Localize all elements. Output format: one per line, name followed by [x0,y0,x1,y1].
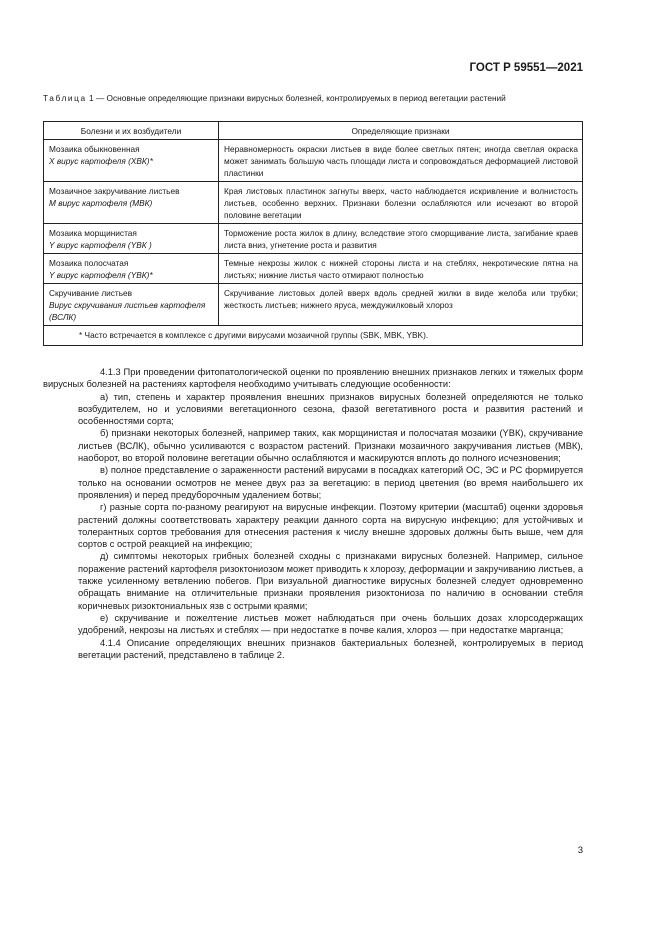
table-footnote-row [44,326,583,346]
list-item-d: д) симптомы некоторых грибных болезней сходны с признаками вирусных болезней. Например, сильное поражение растений картофеля ризоктониозом может приводить к хлорозу, деформации и закручиванию листьев, а также усиленному ветвлению побегов. При визуальной диагностике вирусных болезней следует одновременно обращать внимание на отличительные признаки проявления ризоктониоза по наличию в основании стебля коричневых ризоктониальных язв с острыми краями; [78,551,583,611]
diseases-table [43,121,583,346]
table-footnote: * Часто встречается в комплексе с другими вирусами мозаичной группы (SBK, MBK, YBK). [44,326,583,346]
list-item-a: а) тип, степень и характер проявления внешних признаков вирусных болезней определяются не только возбудителем, но и условиями вегетационного сезона, фазой вегетативного роста и развития растений и особенностями сорта; [78,391,583,427]
table-header-row [44,122,583,140]
page-number: 3 [577,845,583,856]
signs-cell: Скручивание листовых долей вверх вдоль средней жилки в виде желоба или трубки; жесткость листьев; нижнего яруса, междужилковый хлороз [219,284,583,326]
disease-name: Мозаика полосчатая [49,258,129,268]
pathogen-name: Y вирус картофеля (YВК)* [49,270,153,280]
table-row [44,284,583,326]
list-item-g: г) разные сорта по-разному реагируют на вирусные инфекции. Поэтому критерии (масштаб) оценки здоровья растений должны соответствовать характеру реакции данного сорта на вирусную инфекцию; для устойчивых и толерантных сортов требования для отнесения растения к числу внешне здоровых должны быть выше, чем для сортов с острой реакцией на инфекцию; [78,502,583,550]
table-caption-text: 1 — Основные определяющие признаки вирусных болезней, контролируемых в период вегетации растений [86,93,506,103]
pathogen-name: M вирус картофеля (МВК) [49,198,153,208]
standard-designation: ГОСТ Р 59551—2021 [469,62,583,74]
disease-cell [44,182,219,224]
column-header-signs: Определяющие признаки [219,122,583,140]
table-caption [43,92,583,104]
list-item-b: б) признаки некоторых болезней, например таких, как морщинистая и полосчатая мозаики (YВК), скручивание листьев (ВСЛК), обычно усиливаются с возрастом растений. Признаки мозаичного закручивания листьев (МВК), наоборот, во второй половине вегетации обычно ослабляются и маскируются вплоть до полного исчезновения; [78,428,583,464]
paragraph-4-1-3: 4.1.3 При проведении фитопатологической оценки по проявлению внешних признаков легких и тяжелых форм вирусных болезней на растениях картофеля необходимо учитывать следующие особенности: [43,367,583,390]
table-row [44,140,583,182]
disease-cell [44,140,219,182]
disease-cell [44,284,219,326]
pathogen-name: X вирус картофеля (ХВК)* [49,156,153,166]
disease-name: Скручивание листьев [49,288,133,298]
signs-cell: Темные некрозы жилок с нижней стороны листа и на стеблях, некротические пятна на листьях; нижние листья часто отмирают полностью [219,254,583,284]
disease-name: Мозаичное закручивание листьев [49,186,180,196]
column-header-diseases: Болезни и их возбудители [44,122,219,140]
disease-name: Мозаика морщинистая [49,228,137,238]
signs-cell: Торможение роста жилок в длину, вследствие этого сморщивание листа, загибание краев листа вниз, угнетение роста и развития [219,224,583,254]
body-text [43,366,583,661]
pathogen-name: Вирус скручивания листьев картофеля (ВСЛК) [49,300,206,322]
disease-cell [44,254,219,284]
list-item-v: в) полное представление о зараженности растений вирусами в посадках категорий ОС, ЭС и РС формируется только на основании осмотров не менее двух раз за вегетацию: в период цветения (во время наибольшего их проявления) и перед предуборочным удалением ботвы; [78,465,583,500]
disease-name: Мозаика обыкновенная [49,144,140,154]
table-row [44,224,583,254]
signs-cell: Края листовых пластинок загнуты вверх, часто наблюдается искривление и волнистость листьев, особенно верхних. Признаки болезни ослабляются или исчезают во второй половине вегетации [219,182,583,224]
table-row [44,182,583,224]
table-caption-label: Таблица [43,93,87,103]
signs-cell: Неравномерность окраски листьев в виде более светлых пятен; иногда светлая окраска может занимать большую часть площади листа и сопровождаться деформацией листовой пластинки [219,140,583,182]
paragraph-4-1-4: 4.1.4 Описание определяющих внешних признаков бактериальных болезней, контролируемых в период вегетации растений, представлено в таблице 2. [78,637,583,660]
table-row [44,254,583,284]
pathogen-name: Y вирус картофеля (YВК ) [49,240,152,250]
disease-cell [44,224,219,254]
list-item-e: е) скручивание и пожелтение листьев может наблюдаться при очень больших дозах хлорсодержащих удобрений, некрозы на листьях и стеблях — при недостатке в почве калия, хлороз — при недостатке марганца; [78,612,583,636]
